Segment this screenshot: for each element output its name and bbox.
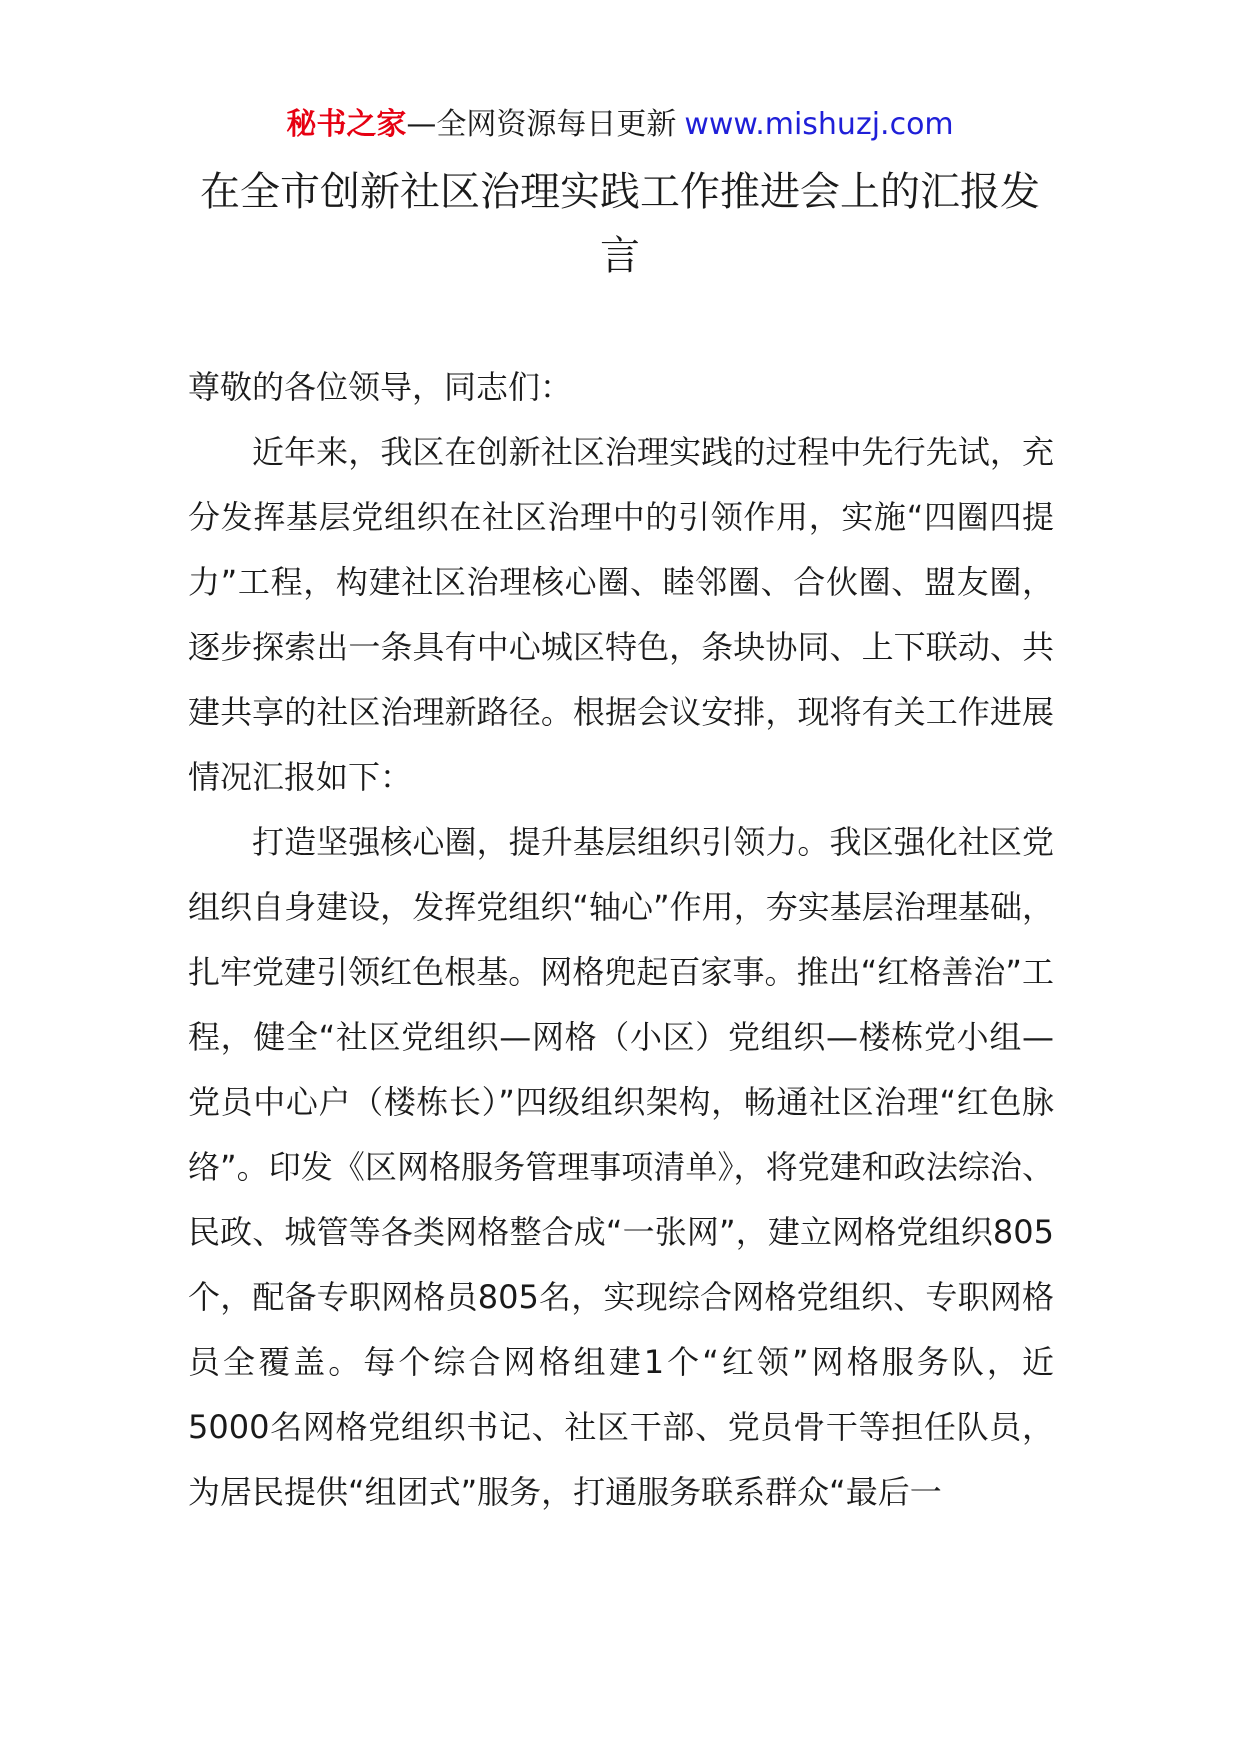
site-url-link[interactable]: www.mishuzj.com — [684, 107, 954, 142]
header-tagline: —全网资源每日更新 — [406, 107, 677, 142]
document-body — [188, 355, 1054, 1525]
brand-name: 秘书之家 — [286, 107, 407, 142]
site-header — [0, 100, 1240, 150]
document-title: 在全市创新社区治理实践工作推进会上的汇报发言 — [200, 169, 1040, 279]
paragraph-intro: 近年来，我区在创新社区治理实践的过程中先行先试，充分发挥基层党组织在社区治理中的引领作用，实施“四圈四提力”工程，构建社区治理核心圈、睦邻圈、合伙圈、盟友圈，逐步探索出一条具有中心城区特色，条块协同、上下联动、共建共享的社区治理新路径。根据会议安排，现将有关工作进展情况汇报如下： — [188, 433, 1054, 796]
salutation: 尊敬的各位领导，同志们： — [188, 368, 573, 406]
paragraph-core-circle: 打造坚强核心圈，提升基层组织引领力。我区强化社区党组织自身建设，发挥党组织“轴心”作用，夯实基层治理基础，扎牢党建引领红色根基。网格兜起百家事。推出“红格善治”工程，健全“社区党组织—网格（小区）党组织—楼栋党小组—党员中心户（楼栋长）”四级组织架构，畅通社区治理“红色脉络”。印发《区网格服务管理事项清单》，将党建和政法综治、民政、城管等各类网格整合成“一张网”，建立网格党组织805个，配备专职网格员805名，实现综合网格党组织、专职网格员全覆盖。每个综合网格组建1个“红领”网格服务队，近5000名网格党组织书记、社区干部、党员骨干等担任队员，为居民提供“组团式”服务，打通服务联系群众“最后一 — [188, 823, 1054, 1511]
